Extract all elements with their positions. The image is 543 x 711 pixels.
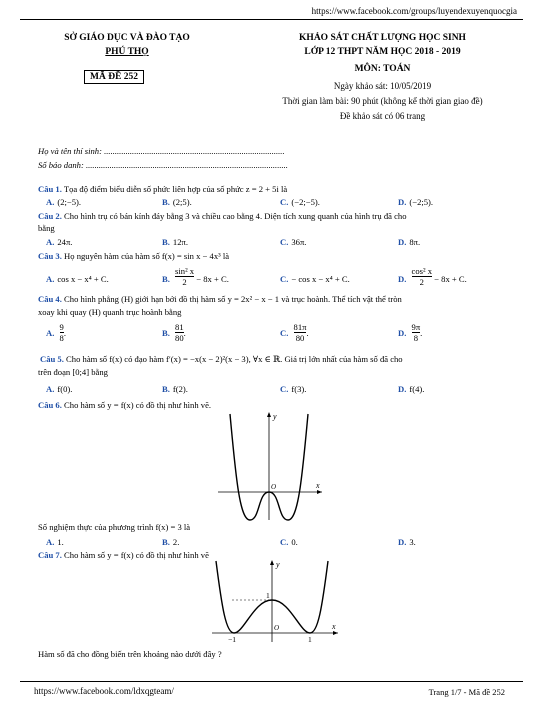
province-name: PHÚ THỌ [105, 47, 149, 57]
q3-option-c[interactable]: C. − cos x − x⁴ + C. [280, 274, 350, 284]
question-4-text: Cho hình phẳng (H) giới hạn bởi đồ thị hàm số y = 2x² − x − 1 và trục hoành. Thể tích vật thể tròn [64, 294, 402, 304]
q7-origin-label: O [274, 624, 280, 632]
exam-time: Thời gian làm bài: 90 phút (không kể thời gian giao đề) [282, 96, 483, 106]
q6-x-arrow-icon [317, 490, 322, 494]
question-2-text-cont: bằng [38, 223, 55, 233]
q6-option-d[interactable]: D. 3. [398, 537, 416, 547]
q7-x-arrow-icon [333, 631, 338, 635]
q1-option-d[interactable]: D. (−2;5). [398, 197, 434, 207]
q7-y-tick-1: 1 [266, 591, 270, 600]
question-1 [38, 184, 287, 194]
question-6-sub: Số nghiệm thực của phương trình f(x) = 3 là [38, 522, 191, 532]
student-name-line [38, 146, 285, 156]
q1-option-a[interactable]: A. (2;−5). [46, 197, 82, 207]
q4-option-b[interactable]: B. $\frac{81}{80}$ . [162, 322, 186, 343]
exam-code: MÃ ĐỀ 252 [84, 70, 144, 84]
q6-y-label: y [273, 412, 277, 421]
bottom-divider [20, 681, 523, 682]
question-5-text-cont: trên đoạn [0;4] bằng [38, 367, 108, 377]
q2-option-b[interactable]: B. 12π. [162, 237, 188, 247]
q7-y-label: y [276, 560, 280, 569]
question-3-number: Câu 3. [38, 251, 62, 261]
question-4-number: Câu 4. [38, 294, 62, 304]
q2-option-d[interactable]: D. 8π. [398, 237, 421, 247]
student-id-line [38, 160, 288, 170]
question-6-number: Câu 6. [38, 400, 62, 410]
footer-url[interactable]: https://www.facebook.com/ldxqgteam/ [34, 686, 174, 696]
question-7 [38, 550, 209, 560]
question-5-number: Câu 5. [40, 354, 64, 364]
footer-page: Trang 1/7 - Mã đề 252 [428, 687, 505, 697]
dept-name: SỞ GIÁO DỤC VÀ ĐÀO TẠO [64, 33, 190, 43]
q1-option-c[interactable]: C. (−2;−5). [280, 197, 320, 207]
q6-x-label: x [316, 481, 320, 490]
q7-x-tick-left: −1 [228, 635, 236, 644]
exam-pages: Đề khảo sát có 06 trang [339, 111, 426, 121]
question-5-text: Cho hàm số f(x) có đạo hàm f′(x) = −x(x − 2)²(x − 3), ∀x ∈ ℝ. Giá trị lớn nhất của hàm số đã cho [66, 354, 403, 364]
q1-option-b[interactable]: B. (2;5). [162, 197, 192, 207]
top-url[interactable]: https://www.facebook.com/groups/luyendexuyenquocgia [311, 6, 517, 16]
q3-option-d[interactable]: D. $\frac{\text{cos² x}}{2}$ − 8x + C. [398, 266, 467, 287]
top-divider [20, 19, 523, 20]
q4-option-a[interactable]: A. $\frac{9}{8}$ . [46, 322, 66, 343]
question-7-text: Cho hàm số y = f(x) có đồ thị như hình vẽ [64, 550, 209, 560]
question-6 [38, 400, 211, 410]
q6-y-arrow-icon [267, 412, 271, 417]
q7-graph [208, 558, 340, 644]
q6-option-b[interactable]: B. 2. [162, 537, 180, 547]
question-1-text: Tọa độ điểm biểu diễn số phức liên hợp của số phức z = 2 + 5i là [63, 184, 288, 194]
q5-option-d[interactable]: D. f(4). [398, 384, 425, 394]
q7-x-tick-right: 1 [308, 635, 312, 644]
question-6-text: Cho hàm số y = f(x) có đồ thị như hình vẽ. [64, 400, 212, 410]
exam-date: Ngày khảo sát: 10/05/2019 [333, 81, 432, 91]
q6-option-a[interactable]: A. 1. [46, 537, 64, 547]
student-name-label: Họ và tên thí sinh: [38, 146, 105, 156]
question-4-text-cont: xoay khi quay (H) quanh trục hoành bằng [38, 307, 182, 317]
q7-y-arrow-icon [270, 560, 274, 565]
student-id-field[interactable]: .............................................................................................. [85, 160, 288, 170]
q3-option-a[interactable]: A. cos x − x⁴ + C. [46, 274, 109, 284]
question-4 [38, 294, 402, 304]
q5-option-c[interactable]: C. f(3). [280, 384, 307, 394]
q2-option-c[interactable]: C. 36π. [280, 237, 307, 247]
question-3 [38, 251, 229, 261]
question-7-number: Câu 7. [38, 550, 62, 560]
q7-x-label: x [332, 622, 336, 631]
question-2-text: Cho hình trụ có bán kính đáy bằng 3 và chiều cao bằng 4. Diện tích xung quanh của hình trụ đã cho [64, 211, 407, 221]
q3-option-b[interactable]: B. $\frac{\text{sin² x}}{2}$ − 8x + C. [162, 266, 229, 287]
question-7-sub: Hàm số đã cho đồng biến trên khoảng nào dưới đây ? [38, 649, 222, 659]
question-2-number: Câu 2. [38, 211, 62, 221]
question-5 [40, 354, 403, 365]
q4-option-c[interactable]: C. $\frac{81\pi}{80}$ . [280, 322, 309, 343]
student-name-field[interactable]: .................................................................................... [104, 146, 285, 156]
q6-option-c[interactable]: C. 0. [280, 537, 298, 547]
question-2 [38, 211, 407, 221]
exam-grade: LỚP 12 THPT NĂM HỌC 2018 - 2019 [304, 47, 461, 57]
exam-subject: MÔN: TOÁN [354, 64, 411, 74]
q6-graph [214, 410, 324, 522]
q4-option-d[interactable]: D. $\frac{9\pi}{8}$ . [398, 322, 423, 343]
question-1-number: Câu 1. [38, 184, 62, 194]
q6-origin-label: O [271, 483, 277, 491]
student-id-label: Số báo danh: [38, 160, 86, 170]
q5-option-a[interactable]: A. f(0). [46, 384, 73, 394]
q5-option-b[interactable]: B. f(2). [162, 384, 188, 394]
q2-option-a[interactable]: A. 24π. [46, 237, 73, 247]
exam-title: KHẢO SÁT CHẤT LƯỢNG HỌC SINH [299, 33, 466, 43]
question-3-text: Họ nguyên hàm của hàm số f(x) = sin x − 4x³ là [64, 251, 230, 261]
